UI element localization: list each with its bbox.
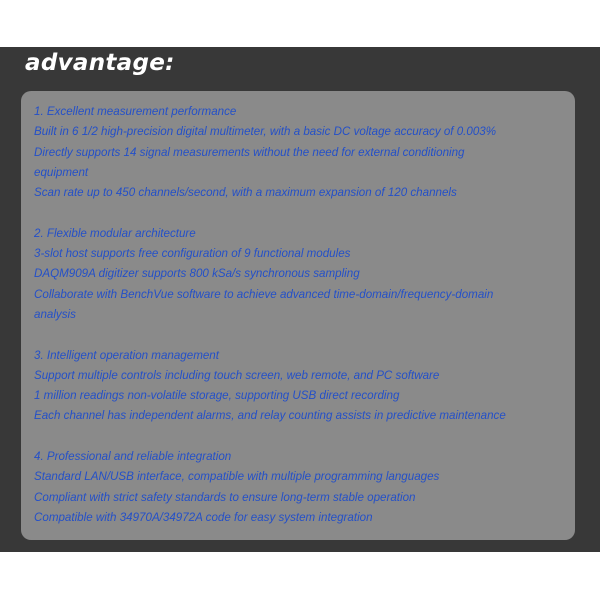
section-line: equipment [34, 165, 89, 179]
advantage-section [34, 224, 575, 325]
section-line: Compatible with 34970A/34972A code for easy system integration [34, 510, 373, 524]
section-line: 3-slot host supports free configuration of 9 functional modules [34, 247, 351, 261]
section-heading: 4. Professional and reliable integration [34, 450, 232, 464]
section-line: Standard LAN/USB interface, compatible with multiple programming languages [34, 470, 440, 484]
advantages-panel [21, 91, 575, 540]
section-line: DAQM909A digitizer supports 800 kSa/s synchronous sampling [34, 267, 360, 281]
section-heading: 2. Flexible modular architecture [34, 226, 196, 240]
section-line: Collaborate with BenchVue software to achieve advanced time-domain/frequency-domain [34, 287, 494, 301]
page-title: advantage: [25, 50, 175, 76]
advantage-section [34, 102, 575, 203]
section-line: 1 million readings non-volatile storage, supporting USB direct recording [34, 389, 400, 403]
section-heading: 1. Excellent measurement performance [34, 105, 237, 118]
section-line: Built in 6 1/2 high-precision digital multimeter, with a basic DC voltage accuracy of 0.003% [34, 125, 497, 139]
section-line: Each channel has independent alarms, and relay counting assists in predictive maintenance [34, 409, 506, 423]
section-line: Scan rate up to 450 channels/second, with a maximum expansion of 120 channels [34, 186, 457, 200]
advantage-section [34, 447, 575, 528]
section-heading: 3. Intelligent operation management [34, 348, 219, 362]
section-line: Directly supports 14 signal measurements without the need for external conditioning [34, 145, 465, 159]
section-line: Compliant with strict safety standards to ensure long-term stable operation [34, 490, 416, 504]
advantage-section [34, 346, 575, 427]
section-line: Support multiple controls including touch screen, web remote, and PC software [34, 368, 440, 382]
section-line: analysis [34, 307, 76, 321]
